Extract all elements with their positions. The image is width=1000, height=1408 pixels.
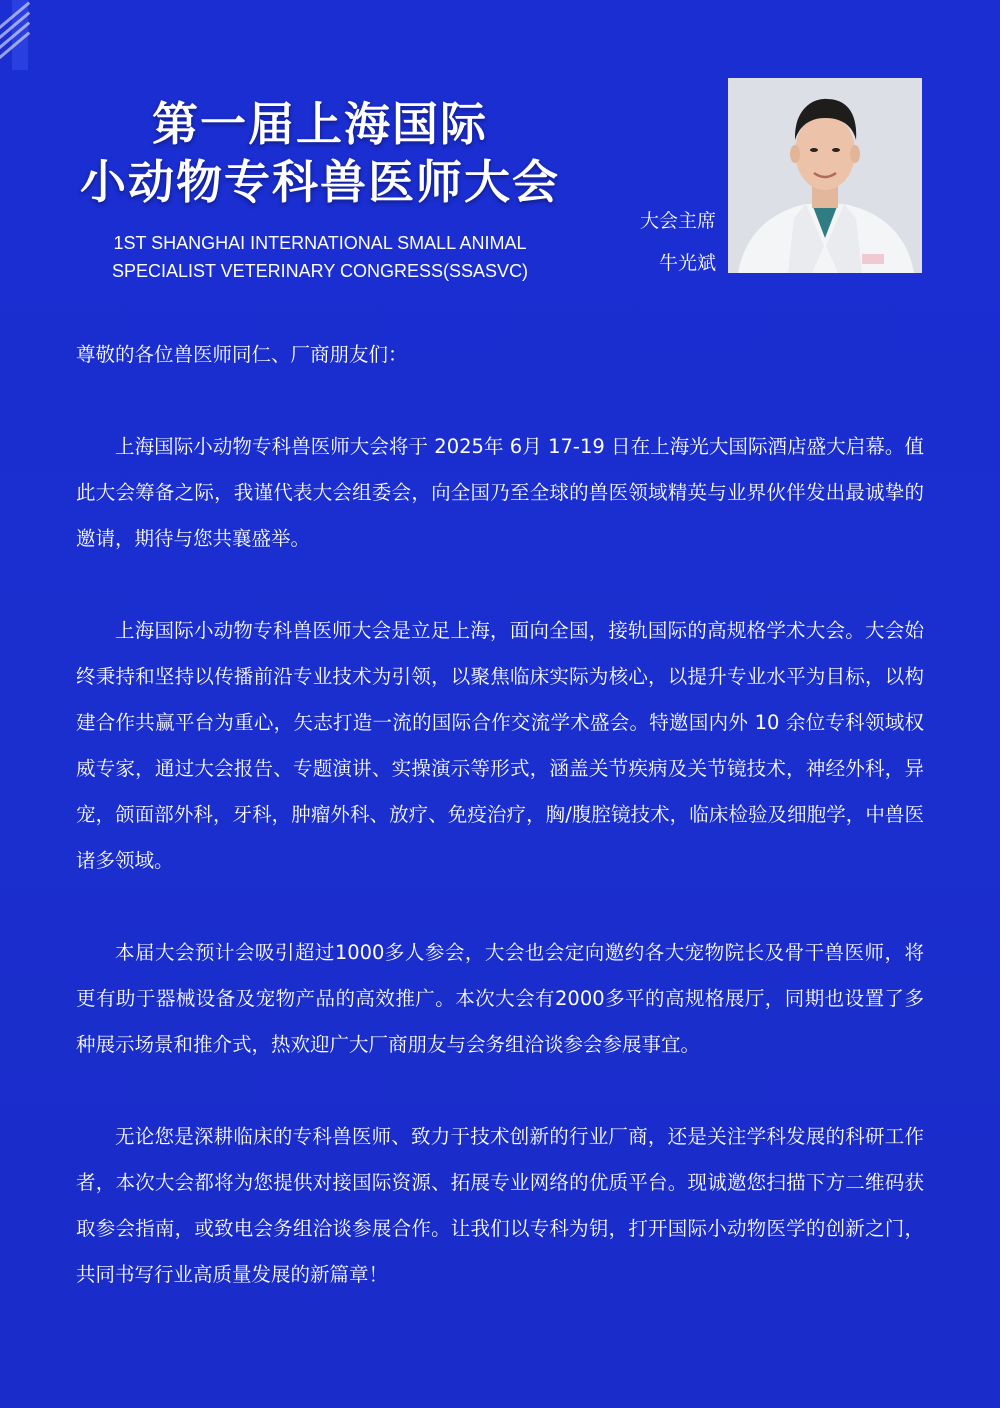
title-line-1: 第一届上海国际 <box>152 97 488 151</box>
title-chinese <box>40 95 600 211</box>
chairman-role: 大会主席 <box>639 210 716 232</box>
letter-paragraph-4: 无论您是深耕临床的专科兽医师、致力于技术创新的行业厂商，还是关注学科发展的科研工作者，本次大会都将为您提供对接国际资源、拓展专业网络的优质平台。现诚邀您扫描下方二维码获取参会指南，或致电会务组洽谈参展合作。让我们以专科为钥，打开国际小动物医学的创新之门，共同书写行业高质量发展的新篇章！ <box>76 1125 924 1286</box>
letter-paragraph-2: 上海国际小动物专科兽医师大会是立足上海，面向全国，接轨国际的高规格学术大会。大会始终秉持和坚持以传播前沿专业技术为引领，以聚焦临床实际为核心，以提升专业水平为目标，以构建合作共赢平台为重心，矢志打造一流的国际合作交流学术盛会。特邀国内外 10 余位专科领域权威专家，通过大会报告、专题演讲、实操演示等形式，涵盖关节疾病及关节镜技术，神经外科，异宠，颌面部外科，牙科，肿瘤外科、放疗、免疫治疗，胸/腹腔镜技术，临床检验及细胞学，中兽医诸多领域。 <box>76 619 924 872</box>
invitation-letter <box>76 332 924 1344</box>
letter-paragraph-3: 本届大会预计会吸引超过1000多人参会，大会也会定向邀约各大宠物院长及骨干兽医师，将更有助于器械设备及宠物产品的高效推广。本次大会有2000多平的高规格展厅，同期也设置了多种展示场景和推介式，热欢迎广大厂商朋友与会务组洽谈参会参展事宜。 <box>76 941 924 1056</box>
title-en-line-2: SPECIALIST VETERINARY CONGRESS(SSASVC) <box>111 261 529 281</box>
letter-paragraph-1: 上海国际小动物专科兽医师大会将于 2025年 6月 17-19 日在上海光大国际酒店盛大启幕。值此大会筹备之际，我谨代表大会组委会，向全国乃至全球的兽医领域精英与业界伙伴发出最诚挚的邀请，期待与您共襄盛举。 <box>76 435 924 550</box>
congress-title <box>40 95 600 285</box>
title-en-line-1: 1ST SHANGHAI INTERNATIONAL SMALL ANIMAL <box>113 233 527 253</box>
letter-salutation: 尊敬的各位兽医师同仁、厂商朋友们： <box>76 343 408 366</box>
chairman-caption <box>608 200 716 284</box>
portrait-illustration <box>728 78 922 273</box>
chairman-name: 牛光斌 <box>658 252 716 274</box>
corner-decoration <box>0 0 30 70</box>
chairman-portrait <box>728 78 922 273</box>
title-english <box>40 229 600 285</box>
title-line-2: 小动物专科兽医师大会 <box>80 155 560 209</box>
